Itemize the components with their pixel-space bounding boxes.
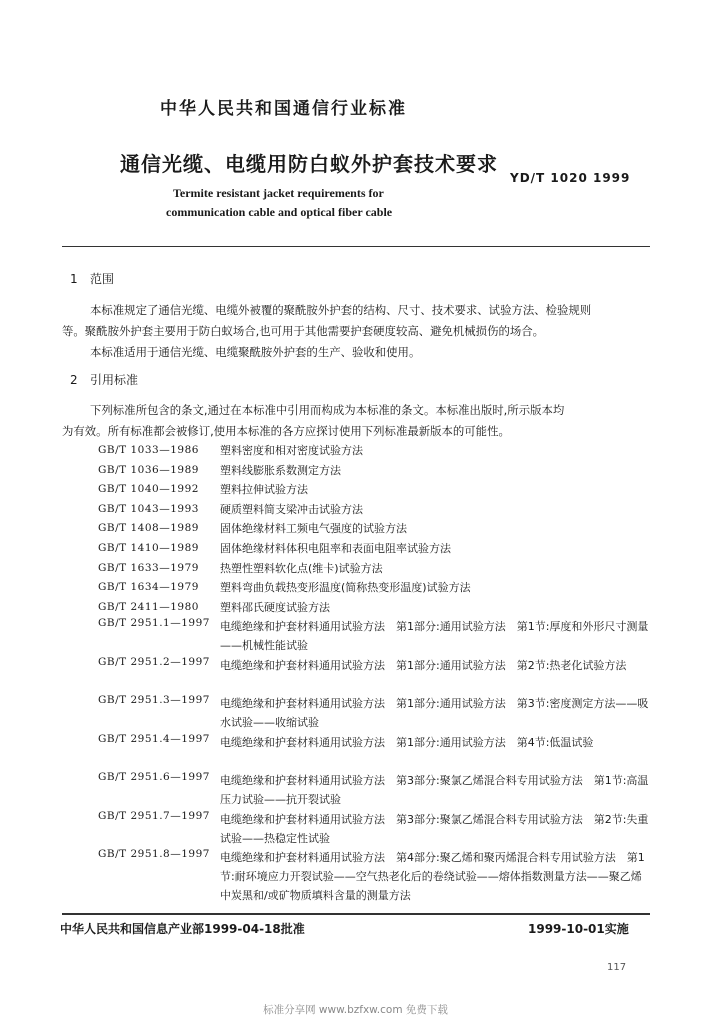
page-number: 117: [607, 962, 627, 973]
reference-item: [98, 810, 658, 849]
reference-title: 电缆绝缘和护套材料通用试验方法 第1部分:通用试验方法 第1节:厚度和外形尺寸测量——机械性能试验: [220, 620, 649, 653]
reference-title: 电缆绝缘和护套材料通用试验方法 第4部分:聚乙烯和聚丙烯混合料专用试验方法 第1节:耐环境应力开裂试验——空气热老化后的卷绕试验——熔体指数测量方法——聚乙烯中炭黑和/或矿物质填料含量的测量方法: [220, 851, 645, 903]
reference-code: GB/T 2411—1980: [98, 600, 199, 613]
reference-item: [98, 519, 658, 539]
reference-title: 塑料弯曲负载热变形温度(简称热变形温度)试验方法: [220, 581, 471, 595]
reference-title: 电缆绝缘和护套材料通用试验方法 第1部分:通用试验方法 第2节:热老化试验方法: [220, 658, 627, 672]
section-number: 1: [70, 272, 78, 286]
reference-title: 电缆绝缘和护套材料通用试验方法 第3部分:聚氯乙烯混合料专用试验方法 第2节:失重试验——热稳定性试验: [220, 812, 649, 845]
section-title: 范围: [90, 272, 115, 286]
footer-divider: [62, 913, 650, 915]
reference-item: [98, 559, 658, 579]
scope-paragraph-1: [62, 300, 652, 342]
reference-title: 塑料邵氏硬度试验方法: [220, 600, 330, 614]
reference-title: 电缆绝缘和护套材料通用试验方法 第1部分:通用试验方法 第4节:低温试验: [220, 735, 594, 749]
reference-title: 塑料拉伸试验方法: [220, 483, 308, 497]
reference-title: 热塑性塑料软化点(维卡)试验方法: [220, 561, 383, 575]
reference-code: GB/T 2951.7—1997: [98, 809, 210, 822]
section-heading-references: [70, 371, 138, 388]
reference-item: [98, 598, 658, 618]
paragraph-line: 本标准规定了通信光缆、电缆外被覆的聚酰胺外护套的结构、尺寸、技术要求、试验方法、检验规则: [90, 303, 592, 317]
paragraph-line: 等。聚酰胺外护套主要用于防白蚁场合,也可用于其他需要护套硬度较高、避免机械损伤的场合。: [62, 324, 545, 338]
reference-code: GB/T 1040—1992: [98, 483, 199, 496]
reference-item: [98, 539, 658, 559]
reference-code: GB/T 1634—1979: [98, 581, 199, 594]
standard-category-header: 中华人民共和国通信行业标准: [160, 99, 407, 119]
english-title-line-1: Termite resistant jacket requirements for: [173, 186, 384, 200]
reference-code: GB/T 1633—1979: [98, 561, 199, 574]
reference-item: [98, 441, 658, 461]
reference-code: GB/T 1036—1989: [98, 463, 199, 476]
reference-title: 硬质塑料简支梁冲击试验方法: [220, 502, 363, 516]
reference-title: 塑料线膨胀系数测定方法: [220, 463, 341, 477]
reference-code: GB/T 1043—1993: [98, 502, 199, 515]
reference-title: 固体绝缘材料工频电气强度的试验方法: [220, 522, 407, 536]
reference-title: 电缆绝缘和护套材料通用试验方法 第1部分:通用试验方法 第3节:密度测定方法——吸水试验——收缩试验: [220, 697, 649, 730]
header-divider: [62, 246, 650, 247]
reference-code: GB/T 2951.3—1997: [98, 694, 210, 707]
paragraph-line: 本标准适用于通信光缆、电缆聚酰胺外护套的生产、验收和使用。: [90, 345, 421, 359]
reference-code: GB/T 1410—1989: [98, 541, 199, 554]
implementation-date: 1999-10-01实施: [528, 922, 629, 936]
reference-code: GB/T 1408—1989: [98, 522, 199, 535]
reference-item: [98, 500, 658, 520]
reference-code: GB/T 2951.8—1997: [98, 848, 210, 861]
reference-item: [98, 461, 658, 481]
reference-code: GB/T 2951.2—1997: [98, 655, 210, 668]
reference-title: 电缆绝缘和护套材料通用试验方法 第3部分:聚氯乙烯混合料专用试验方法 第1节:高温压力试验——抗开裂试验: [220, 774, 649, 807]
section-heading-scope: [70, 270, 114, 287]
references-intro-paragraph: [62, 400, 652, 442]
scope-paragraph-2: [62, 342, 652, 363]
reference-item: [98, 694, 658, 733]
reference-item: [98, 578, 658, 598]
section-number: 2: [70, 373, 78, 387]
reference-item: [98, 848, 658, 906]
paragraph-line: 为有效。所有标准都会被修订,使用本标准的各方应探讨使用下列标准最新版本的可能性。: [62, 424, 510, 438]
document-title: 通信光缆、电缆用防白蚁外护套技术要求: [120, 152, 498, 176]
reference-code: GB/T 2951.6—1997: [98, 771, 210, 784]
reference-item: [98, 617, 658, 656]
reference-code: GB/T 2951.4—1997: [98, 732, 210, 745]
reference-item: [98, 656, 658, 695]
reference-item: [98, 480, 658, 500]
reference-code: GB/T 1033—1986: [98, 444, 199, 456]
reference-list: [98, 441, 658, 906]
standard-code: YD/T 1020 1999: [510, 171, 631, 185]
reference-title: 固体绝缘材料体积电阻率和表面电阻率试验方法: [220, 541, 451, 555]
reference-item: [98, 771, 658, 810]
english-title-line-2: communication cable and optical fiber cable: [166, 205, 393, 219]
reference-code: GB/T 2951.1—1997: [98, 617, 210, 630]
paragraph-line: 下列标准所包含的条文,通过在本标准中引用而构成为本标准的条文。本标准出版时,所示版本均: [90, 403, 565, 417]
section-title: 引用标准: [90, 373, 139, 387]
site-watermark: 标准分享网 www.bzfxw.com 免费下载: [263, 1004, 448, 1016]
reference-item: [98, 733, 658, 772]
reference-title: 塑料密度和相对密度试验方法: [220, 444, 363, 457]
approval-statement: 中华人民共和国信息产业部1999-04-18批准: [60, 922, 305, 936]
